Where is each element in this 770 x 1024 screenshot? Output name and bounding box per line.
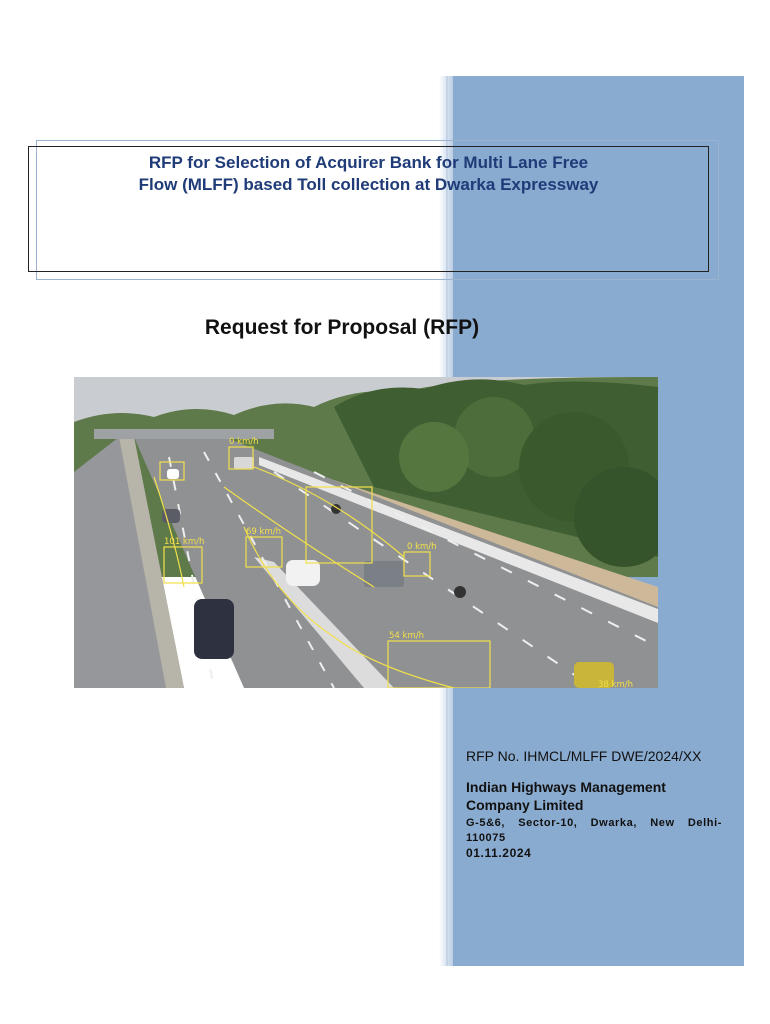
speed-label-4: 0 km/h — [407, 542, 437, 552]
title-line-1: RFP for Selection of Acquirer Bank for Multi Lane Free — [148, 153, 589, 172]
rfp-number: RFP No. IHMCL/MLFF DWE/2024/XX — [466, 748, 702, 764]
rfp-info-block — [466, 748, 722, 861]
highway-photo — [74, 377, 658, 688]
speed-label-5: 54 km/h — [389, 631, 424, 641]
speed-label-1: 0 km/h — [229, 437, 259, 447]
company-address: G-5&6, Sector-10, Dwarka, New Delhi-110075 — [466, 817, 722, 844]
highway-scene — [74, 377, 658, 688]
speed-label-2: 69 km/h — [246, 527, 281, 537]
rfp-heading: Request for Proposal (RFP) — [204, 316, 480, 339]
issue-date: 01.11.2024 — [466, 846, 532, 860]
speed-label-6: 38 km/h — [598, 680, 633, 688]
document-title — [28, 152, 709, 196]
title-line-2: Flow (MLFF) based Toll collection at Dwarka Expressway — [138, 175, 599, 194]
company-name: Indian Highways Management Company Limited — [466, 779, 666, 813]
speed-label-3: 101 km/h — [164, 537, 205, 547]
